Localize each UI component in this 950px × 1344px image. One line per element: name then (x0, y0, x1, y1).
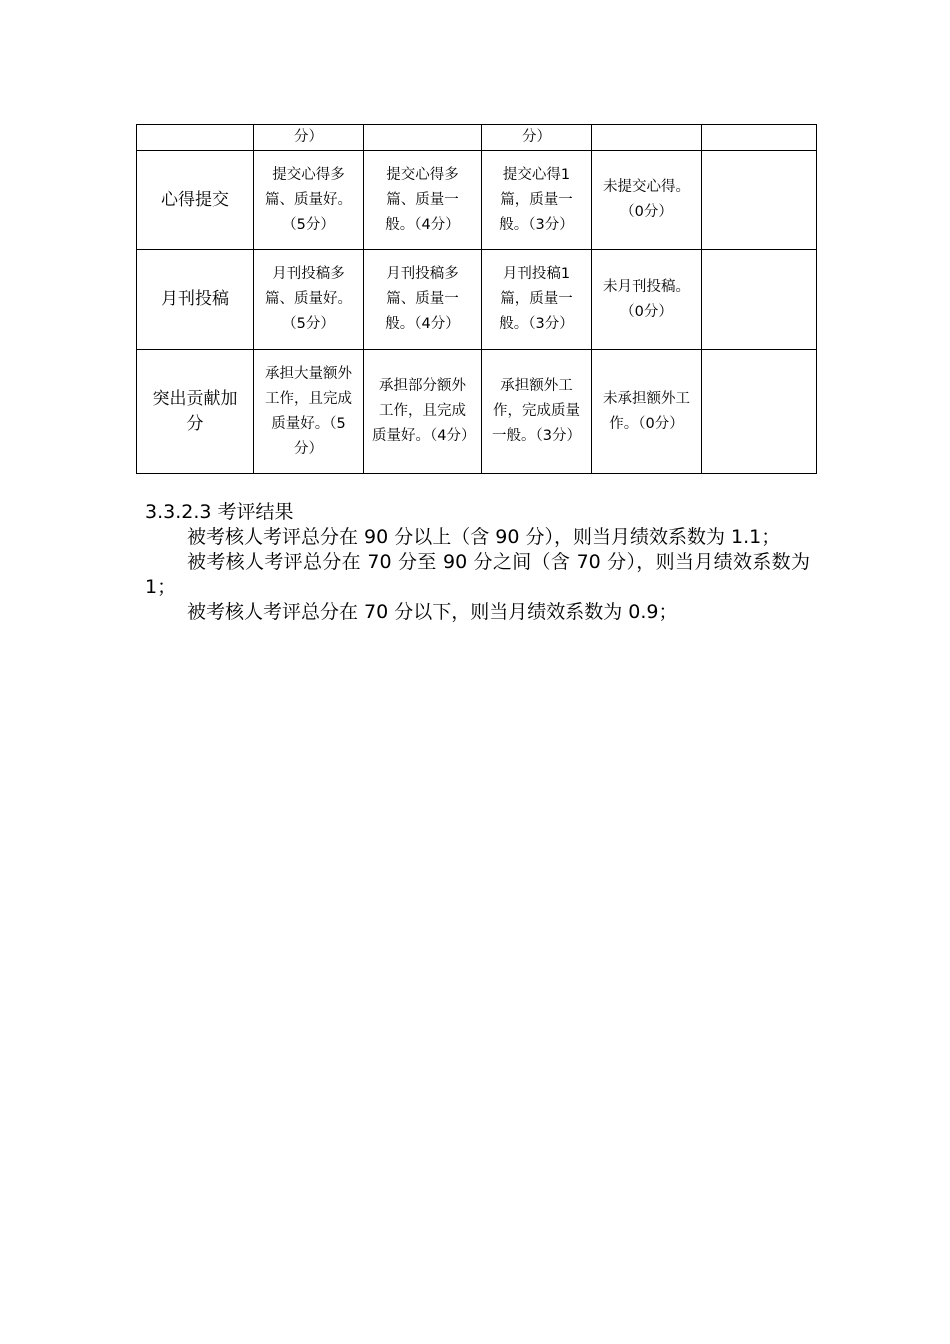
table-cell-remark (702, 125, 817, 151)
table-cell-score-5: 月刊投稿多篇、质量好。（5分） (254, 250, 364, 350)
section-heading: 3.3.2.3 考评结果 (145, 501, 294, 523)
table-cell-remark (702, 151, 817, 250)
table-cell-score-3: 提交心得1篇，质量一般。（3分） (482, 151, 592, 250)
table-cell-score-4 (364, 125, 482, 151)
result-paragraph: 被考核人考评总分在 70 分以下，则当月绩效系数为 0.9； (187, 601, 678, 623)
table-cell-score-4: 月刊投稿多篇、质量一般。（4分） (364, 250, 482, 350)
table-cell-score-0: 未承担额外工作。（0分） (592, 350, 702, 474)
table-cell-score-5: 承担大量额外工作，且完成质量好。（5分） (254, 350, 364, 474)
table-cell-score-3: 承担额外工作，完成质量一般。（3分） (482, 350, 592, 474)
evaluation-criteria-table (136, 124, 817, 474)
table-cell-score-4: 提交心得多篇、质量一般。（4分） (364, 151, 482, 250)
table-row (137, 250, 817, 350)
table-cell-item: 月刊投稿 (137, 250, 254, 350)
table-row (137, 151, 817, 250)
table-row-continued (137, 125, 817, 151)
table-cell-score-0 (592, 125, 702, 151)
table-cell-score-3: 月刊投稿1篇，质量一般。（3分） (482, 250, 592, 350)
evaluation-results-section (145, 500, 810, 625)
table-cell-score-0: 未提交心得。（0分） (592, 151, 702, 250)
table-cell-score-4: 承担部分额外工作，且完成质量好。（4分） (364, 350, 482, 474)
table-row (137, 350, 817, 474)
table-cell-score-3: 分） (482, 125, 592, 151)
table-cell-remark (702, 350, 817, 474)
table-cell-item: 心得提交 (137, 151, 254, 250)
table-cell-score-5: 分） (254, 125, 364, 151)
table-cell-remark (702, 250, 817, 350)
result-paragraph: 被考核人考评总分在 90 分以上（含 90 分），则当月绩效系数为 1.1； (187, 526, 781, 548)
result-paragraph: 被考核人考评总分在 70 分至 90 分之间（含 70 分），则当月绩效系数为 1； (145, 551, 810, 598)
table-cell-item (137, 125, 254, 151)
table-cell-score-0: 未月刊投稿。（0分） (592, 250, 702, 350)
table-cell-score-5: 提交心得多篇、质量好。（5分） (254, 151, 364, 250)
table-cell-item: 突出贡献加分 (137, 350, 254, 474)
